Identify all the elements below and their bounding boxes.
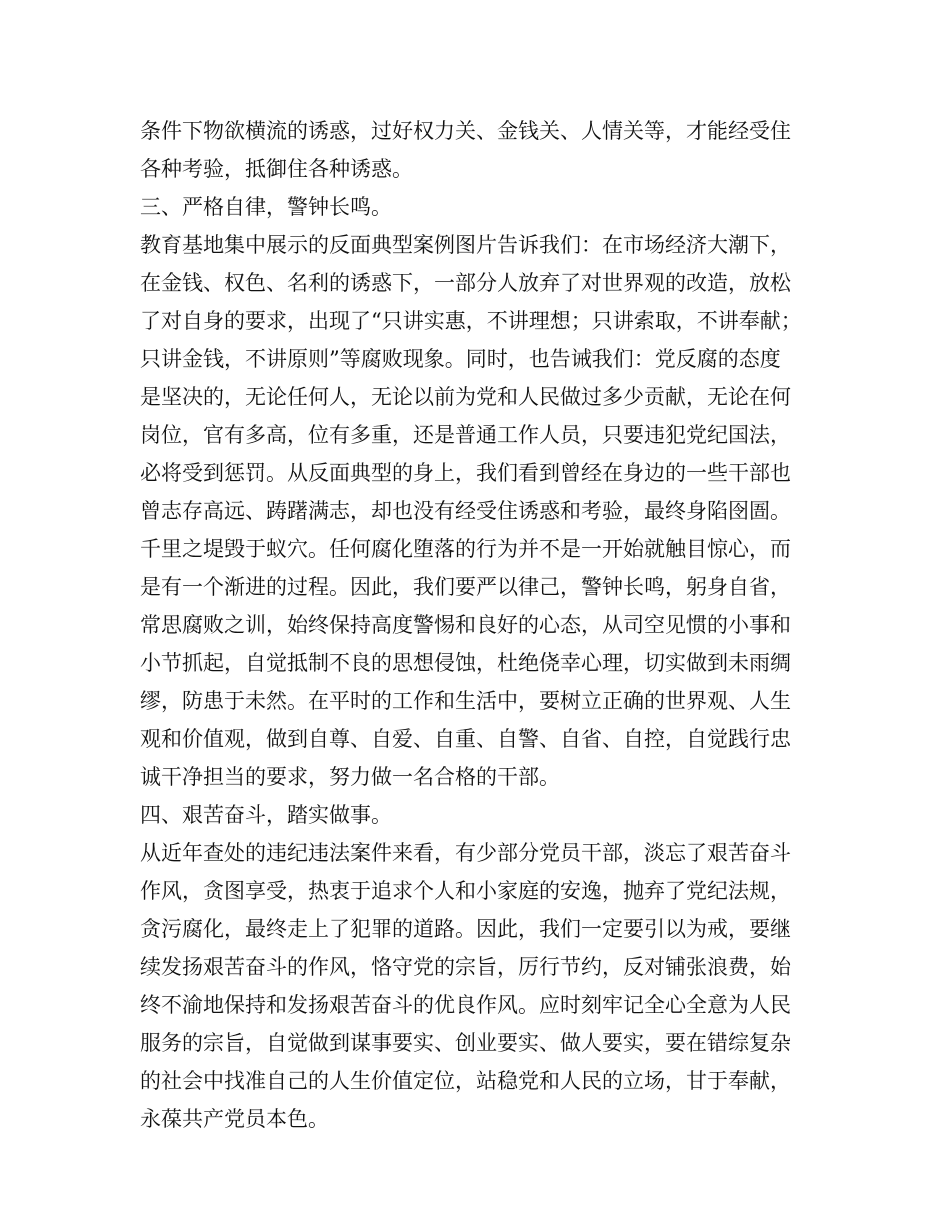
text-line: 在金钱、权色、名利的诱惑下，一部分人放弃了对世界观的改造，放松 <box>140 271 791 295</box>
text-line: 观和价值观，做到自尊、自爱、自重、自警、自省、自控，自觉践行忠 <box>140 727 791 751</box>
text-line: 只讲金钱，不讲原则”等腐败现象。同时，也告诫我们：党反腐的态度 <box>140 347 781 371</box>
text-line: 了对自身的要求，出现了“只讲实惠，不讲理想；只讲索取，不讲奉献； <box>140 309 802 333</box>
text-line: 千里之堤毁于蚁穴。任何腐化堕落的行为并不是一开始就触目惊心，而 <box>140 537 791 561</box>
text-line: 常思腐败之训，始终保持高度警惕和良好的心态，从司空见惯的小事和 <box>140 613 791 637</box>
section-heading: 四、艰苦奋斗，踏实做事。 <box>140 803 392 827</box>
section-heading: 三、严格自律，警钟长鸣。 <box>140 195 392 219</box>
text-line: 服务的宗旨，自觉做到谋事要实、创业要实、做人要实，要在错综复杂 <box>140 1031 791 1055</box>
text-line: 教育基地集中展示的反面典型案例图片告诉我们：在市场经济大潮下， <box>140 233 791 257</box>
text-line: 作风，贪图享受，热衷于追求个人和小家庭的安逸，抛弃了党纪法规， <box>140 879 791 903</box>
text-line: 是有一个渐进的过程。因此，我们要严以律己，警钟长鸣，躬身自省， <box>140 575 791 599</box>
text-line: 岗位，官有多高，位有多重，还是普通工作人员，只要违犯党纪国法， <box>140 423 791 447</box>
document-body <box>140 112 830 1138</box>
text-line: 永葆共产党员本色。 <box>140 1107 329 1131</box>
text-line: 终不渝地保持和发扬艰苦奋斗的优良作风。应时刻牢记全心全意为人民 <box>140 993 791 1017</box>
text-line: 条件下物欲横流的诱惑，过好权力关、金钱关、人情关等，才能经受住 <box>140 119 791 143</box>
text-line: 是坚决的，无论任何人，无论以前为党和人民做过多少贡献，无论在何 <box>140 385 791 409</box>
text-line: 诚干净担当的要求，努力做一名合格的干部。 <box>140 765 560 789</box>
text-line: 续发扬艰苦奋斗的作风，恪守党的宗旨，厉行节约，反对铺张浪费，始 <box>140 955 791 979</box>
text-line: 贪污腐化，最终走上了犯罪的道路。因此，我们一定要引以为戒，要继 <box>140 917 791 941</box>
text-line: 必将受到惩罚。从反面典型的身上，我们看到曾经在身边的一些干部也 <box>140 461 791 485</box>
text-line: 各种考验，抵御住各种诱惑。 <box>140 157 413 181</box>
text-line: 缪，防患于未然。在平时的工作和生活中，要树立正确的世界观、人生 <box>140 689 791 713</box>
text-line: 的社会中找准自己的人生价值定位，站稳党和人民的立场，甘于奉献， <box>140 1069 791 1093</box>
text-line: 小节抓起，自觉抵制不良的思想侵蚀，杜绝侥幸心理，切实做到未雨绸 <box>140 651 791 675</box>
text-line: 从近年查处的违纪违法案件来看，有少部分党员干部，淡忘了艰苦奋斗 <box>140 841 791 865</box>
text-line: 曾志存高远、踌躇满志，却也没有经受住诱惑和考验，最终身陷囹圄。 <box>140 499 791 523</box>
